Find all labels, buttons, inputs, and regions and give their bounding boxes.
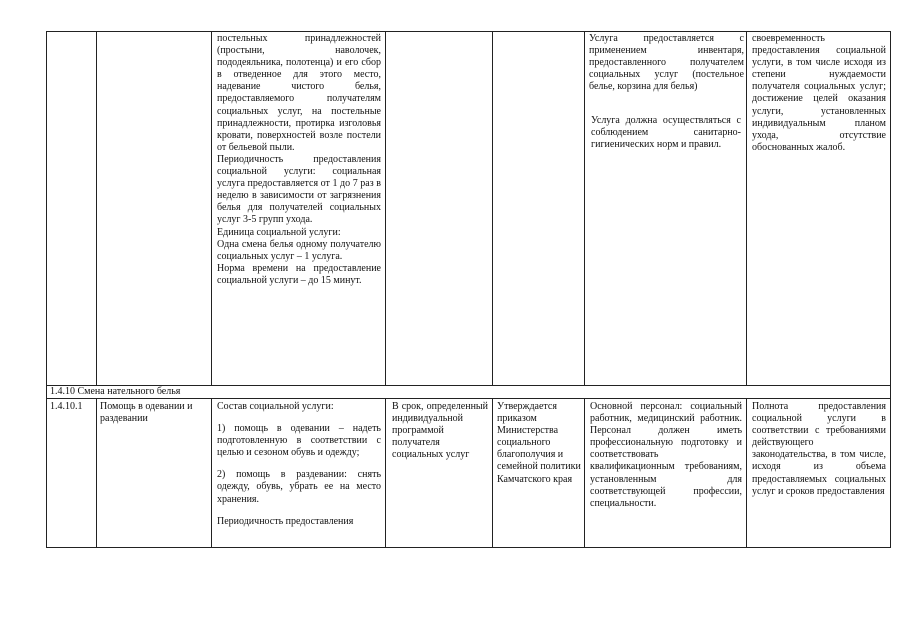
service-name: Помощь в одевании и раздевании xyxy=(100,401,193,425)
prev-row-indicators-cell xyxy=(752,33,886,154)
section-header xyxy=(50,386,650,398)
col-divider xyxy=(584,31,585,386)
approval-text: Утверждается приказом Министерства социального благополучия и семейной политики Камчатского края xyxy=(497,401,581,485)
col-divider xyxy=(385,398,386,548)
col-divider xyxy=(492,398,493,548)
content-item-dressing: 1) помощь в одевании – надеть подготовленную в соответствии с целью и сезоном обувь и одежду; xyxy=(217,423,381,459)
col-divider xyxy=(746,31,747,386)
prev-row-conditions-cell xyxy=(589,33,744,93)
prev-row-content-cell xyxy=(217,33,381,287)
prev-unit-label: Единица социальной услуги: xyxy=(217,226,341,238)
content-periodicity: Периодичность предоставления xyxy=(217,515,354,527)
section-header-text: 1.4.10 Смена нательного белья xyxy=(50,386,181,397)
conditions-cell xyxy=(590,401,742,510)
prev-indicators-paragraph: своевременность предоставления социальной услуги, в том числе исходя из степени нуждаемости получателя социальных услуг; достижение целей оказания услуги, установленных индивидуальным планом ухода, отсутствие обоснованных жалоб. xyxy=(752,33,886,153)
col-divider xyxy=(46,31,47,548)
col-divider xyxy=(746,398,747,548)
prev-periodicity-paragraph: Периодичность предоставления социальной услуги: социальная услуга предоставляется от 1 до 7 раз в неделю в зависимости от загрязнения белья для получателей социальных услуг 3-5 групп ухода. xyxy=(217,153,381,226)
col-divider xyxy=(211,31,212,386)
prev-time-norm: Норма времени на предоставление социальной услуги – до 15 минут. xyxy=(217,262,381,286)
section-bottom-border xyxy=(46,398,891,399)
col-divider xyxy=(890,31,891,548)
prev-unit-value: Одна смена белья одному получателю социальных услуг – 1 услуга. xyxy=(217,238,381,262)
col-divider xyxy=(211,398,212,548)
col-divider xyxy=(492,31,493,386)
service-term: В срок, определенный индивидуальной программой получателя социальных услуг xyxy=(392,401,488,461)
content-item-undressing: 2) помощь в раздевании: снять одежду, обувь, убрать ее на место хранения. xyxy=(217,469,381,505)
col-divider xyxy=(96,398,97,548)
prev-conditions-paragraph: Услуга предоставляется с применением инвентаря, предоставленного получателем социальных услуг (постельное белье, корзина для белья) xyxy=(589,33,744,93)
service-term-cell xyxy=(392,401,488,461)
row-number-cell xyxy=(50,401,95,413)
table-bottom-border xyxy=(46,547,891,548)
col-divider xyxy=(96,31,97,386)
indicators-text: Полнота предоставления социальной услуги в соответствии с требованиями действующего законодательства, в том числе, исходя из объема предоставляемых социальных услуг и сроков предоставления xyxy=(752,401,886,497)
table-top-border xyxy=(46,31,891,32)
row-number: 1.4.10.1 xyxy=(50,401,83,412)
service-name-cell xyxy=(100,401,209,425)
prev-sanitary-paragraph: Услуга должна осуществляться с соблюдением санитарно-гигиенических норм и правил. xyxy=(591,115,741,151)
prev-content-paragraph: постельных принадлежностей (простыни, наволочек, пододеяльника, полотенца) и его сбор в отведенное для этого место, надевание чистого белья, предоставляемого получателям социальных услуг, на постельные принадлежности, протирка изголовья кровати, поверхностей возле постели от бельевой пыли. xyxy=(217,33,381,153)
col-divider xyxy=(584,398,585,548)
approval-cell xyxy=(497,401,583,486)
conditions-text: Основной персонал: социальный работник, медицинский работник. Персонал должен иметь профессиональную подготовку и соответствовать квалификационным требованиям, установленным для соответствующей профессии, специальности. xyxy=(590,401,742,509)
prev-row-conditions-sanitary xyxy=(591,115,741,151)
content-heading: Состав социальной услуги: xyxy=(217,401,334,412)
col-divider xyxy=(385,31,386,386)
indicators-cell xyxy=(752,401,886,498)
service-content-cell xyxy=(217,401,381,528)
